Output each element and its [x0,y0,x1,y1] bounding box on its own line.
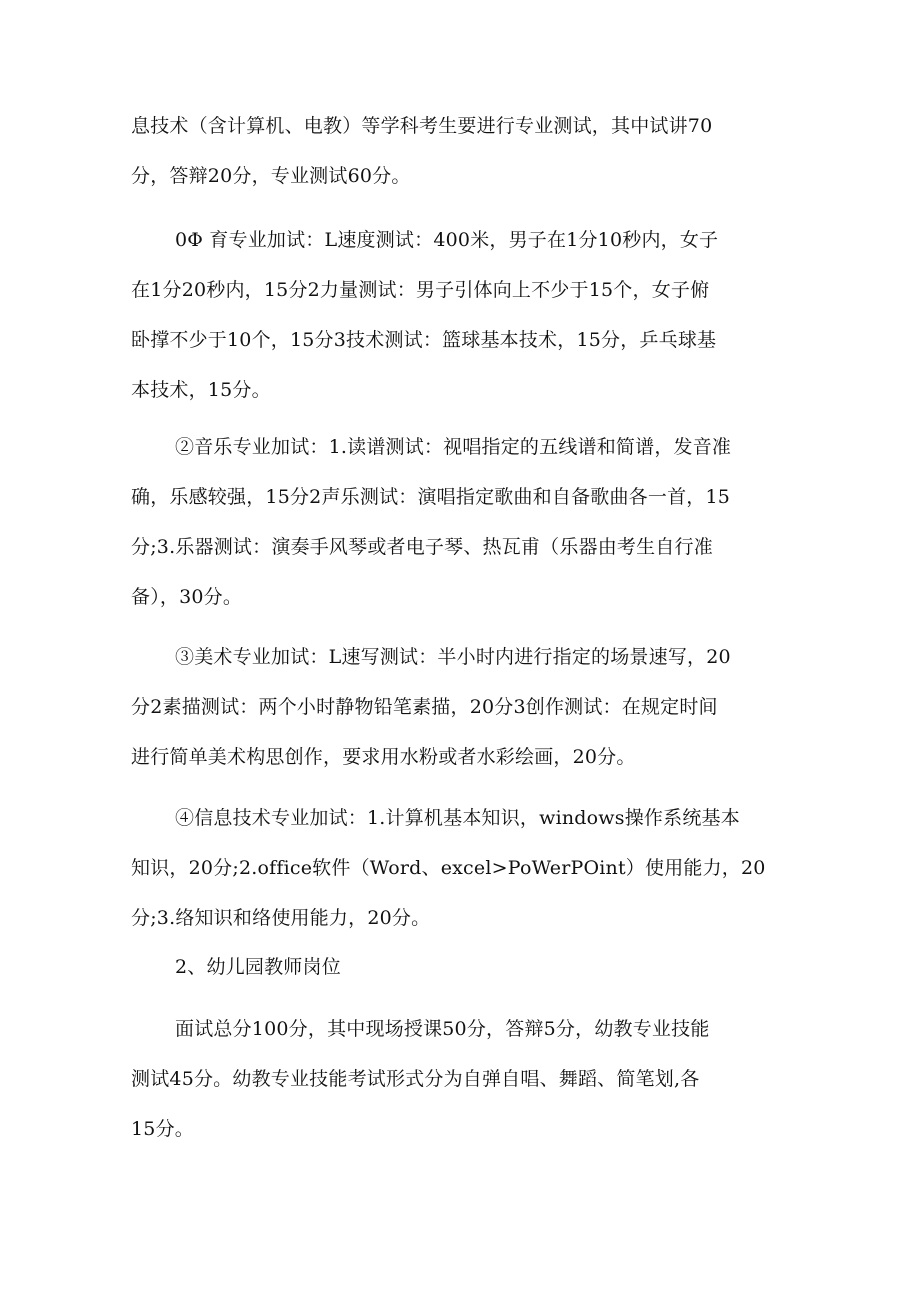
text-line: 分2素描测试：两个小时静物铅笔素描，20分3创作测试：在规定时间 [131,696,718,718]
text-line: 2、幼儿园教师岗位 [175,956,341,978]
text-line: 本技术，15分。 [131,379,271,401]
text-line: 知识，20分;2.office软件（Word、excel>PoWerPOint）使用能力，20 [131,857,766,879]
text-line: 息技术（含计算机、电教）等学科考生要进行专业测试，其中试讲70 [131,115,713,137]
text-line: 确，乐感较强，15分2声乐测试：演唱指定歌曲和自备歌曲各一首，15 [131,486,731,508]
section-heading-kindergarten [131,942,801,992]
paragraph-intro [131,101,801,201]
paragraph-it [131,793,801,943]
paragraph-music [131,422,801,622]
text-line: 备），30分。 [131,586,243,608]
text-line: 分;3.络知识和络使用能力，20分。 [131,907,431,929]
paragraph-art [131,632,801,782]
text-line: 在1分20秒内，15分2力量测试：男子引体向上不少于15个，女子俯 [131,279,710,301]
text-line: 测试45分。幼教专业技能考试形式分为自弹自唱、舞蹈、简笔划,各 [131,1068,700,1090]
text-line: ②音乐专业加试：1.读谱测试：视唱指定的五线谱和简谱，发音准 [175,436,732,458]
text-line: 卧撑不少于10个，15分3技术测试：篮球基本技术，15分，乒乓球基 [131,329,717,351]
text-line: 分;3.乐器测试：演奏手风琴或者电子琴、热瓦甫（乐器由考生自行准 [131,536,713,558]
paragraph-kindergarten [131,1004,801,1154]
text-line: ③美术专业加试：L速写测试：半小时内进行指定的场景速写，20 [175,646,731,668]
paragraph-pe [131,215,801,415]
text-line: 15分。 [131,1118,194,1140]
text-line: ④信息技术专业加试：1.计算机基本知识，windows操作系统基本 [175,807,740,829]
text-line: 进行简单美术构思创作，要求用水粉或者水彩绘画，20分。 [131,746,636,768]
text-line: 0Φ 育专业加试：L速度测试：400米，男子在1分10秒内，女子 [175,229,719,251]
text-line: 面试总分100分，其中现场授课50分，答辩5分，幼教专业技能 [175,1018,710,1040]
text-line: 分，答辩20分，专业测试60分。 [131,165,411,187]
